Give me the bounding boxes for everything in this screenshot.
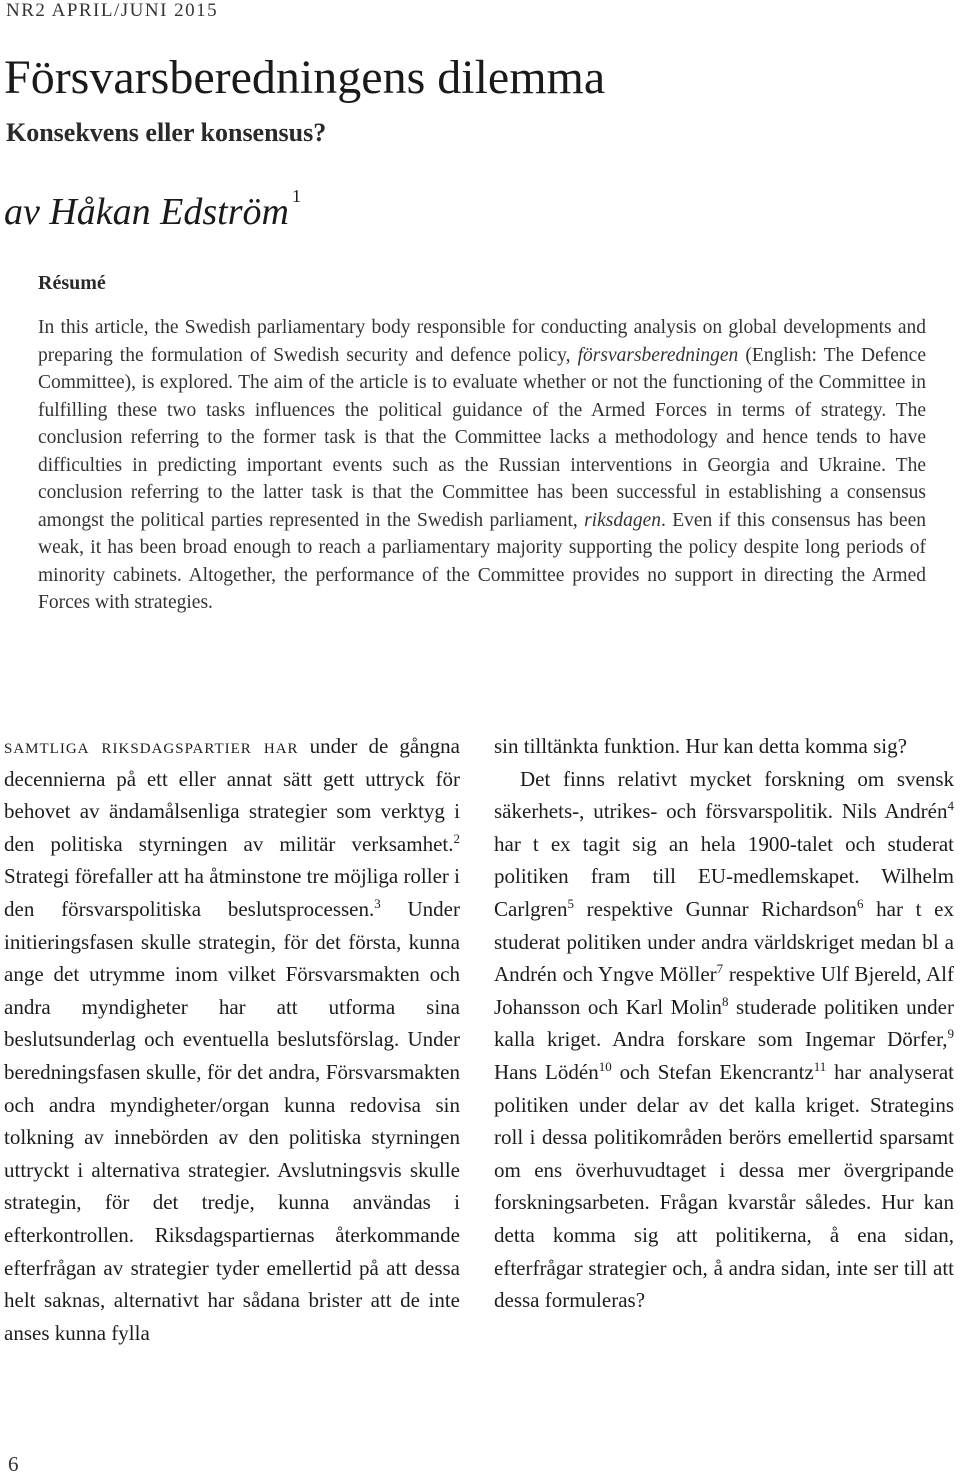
article-subtitle: Konsekvens eller konsensus? — [6, 118, 327, 147]
body-column-right — [494, 730, 954, 1317]
body-text: sin tilltänkta funktion. Hur kan detta komma sig? — [494, 734, 907, 758]
page-number: 6 — [8, 1452, 19, 1476]
article-title: Försvarsberedningens dilemma — [4, 51, 606, 104]
abstract-term: riksdagen — [584, 509, 661, 531]
author-line — [4, 186, 301, 234]
lead-in: samtliga riksdagspartier har — [4, 734, 299, 758]
body-text: Under initieringsfasen skulle strategin, för det första, kunna ange det utrymme inom vilket Försvarsmakten och andra myndigheter har att utforma sina beslutsunderlag och eventuella beslutsförslag. Under beredningsfasen skulle, för det andra, Försvarsmakten och andra myndigheter/organ kunna redovisa sin tolkning av innebörden av den politiska styrningen uttryckt i alternativa strategier. Avslutningsvis skulle strategin, för det tredje, kunna användas i efterkontrollen. Riksdagspartiernas återkommande efterfrågan av strategier tyder emellertid på att dessa helt saknas, alternativt har sådana brister att de inte anses kunna fylla — [4, 896, 460, 1345]
body-paragraph — [494, 730, 954, 763]
body-text: studerade politiken under kalla kriget. Andra forskare som Ingemar Dörfer, — [494, 994, 954, 1052]
footnote-marker: 2 — [453, 830, 460, 846]
abstract-part: In this article, the Swedish parliamentary body responsible for conducting analysis on global developments and preparing the formulation of Swedish security and defence policy, — [38, 317, 926, 366]
body-text: under de gångna decennierna på ett eller annat sätt gett uttryck för behovet av ändamålsenliga strategier som verktyg i den politiska styrningen av militär verksamhet. — [4, 734, 460, 856]
footnote-marker: 9 — [947, 1026, 954, 1042]
resume-heading: Résumé — [38, 272, 106, 294]
body-text: respektive Ulf Bjereld, Alf Johansson och Karl Molin — [494, 962, 954, 1019]
body-column-left — [4, 730, 460, 1349]
footnote-marker: 7 — [716, 961, 724, 977]
body-text: respektive Gunnar Richardson — [573, 896, 857, 921]
body-paragraph — [4, 730, 460, 1349]
footnote-marker: 5 — [567, 895, 574, 911]
author-name: av Håkan Edström — [4, 191, 289, 233]
abstract-text — [38, 314, 926, 617]
body-paragraph — [494, 763, 954, 1317]
body-text: och Stefan Ekencrantz — [611, 1059, 814, 1084]
body-text: har t ex studerat politiken under andra världskriget medan bl a Andrén och Yngve Möller — [494, 896, 954, 987]
body-text: har analyserat politiken under delar av det kalla kriget. Strategins roll i dessa politikområden berörs emellertid sparsamt om ens överhuvudtaget i dessa mer övergripande forskningsarbeten. Frågan kvarstår således. Hur kan detta komma sig att politikerna, å ena sidan, efterfrågar strategier och, å andra sidan, inte ser till att dessa formuleras? — [494, 1059, 954, 1313]
footnote-marker: 8 — [721, 993, 729, 1009]
author-footnote-marker: 1 — [291, 186, 301, 206]
footnote-marker: 3 — [374, 895, 381, 911]
abstract-part: (English: The Defence Committee), is explored. The aim of the article is to evaluate whether or not the functioning of the Committee in fulfilling these two tasks influences the political guidance of the Armed Forces in terms of strategy. The conclusion referring to the former task is that the Committee lacks a methodology and hence tends to have difficulties in predicting important events such as the Russian interventions in Georgia and Ukraine. The conclusion referring to the latter task is that the Committee has been successful in establishing a consensus amongst the political parties represented in the Swedish parliament, — [38, 344, 926, 531]
issue-label: NR2 APRIL/JUNI 2015 — [6, 0, 219, 21]
body-text: har t ex tagit sig an hela 1900-talet och studerat politiken fram till EU-medlemskapet. Wilhelm Carlgren — [494, 831, 954, 921]
footnote-marker: 6 — [856, 895, 864, 911]
body-text: Det finns relativt mycket forskning om svensk säkerhets-, utrikes- och försvarspolitik. Nils Andrén — [494, 766, 954, 824]
body-text: Strategi förefaller att ha åtminstone tre möjliga roller i den försvarspolitiska beslutsprocessen. — [4, 864, 461, 921]
abstract-term: försvarsberedningen — [577, 344, 739, 366]
footnote-marker: 10 — [598, 1058, 612, 1074]
abstract-part: . Even if this consensus has been weak, it has been broad enough to reach a parliamentary majority supporting the policy despite long periods of minority cabinets. Altogether, the performance of the Committee provides no support in directing the Armed Forces with strategies. — [38, 509, 926, 613]
footnote-marker: 4 — [947, 798, 954, 814]
footnote-marker: 11 — [813, 1058, 827, 1074]
body-text: Hans Lödén — [494, 1059, 599, 1084]
